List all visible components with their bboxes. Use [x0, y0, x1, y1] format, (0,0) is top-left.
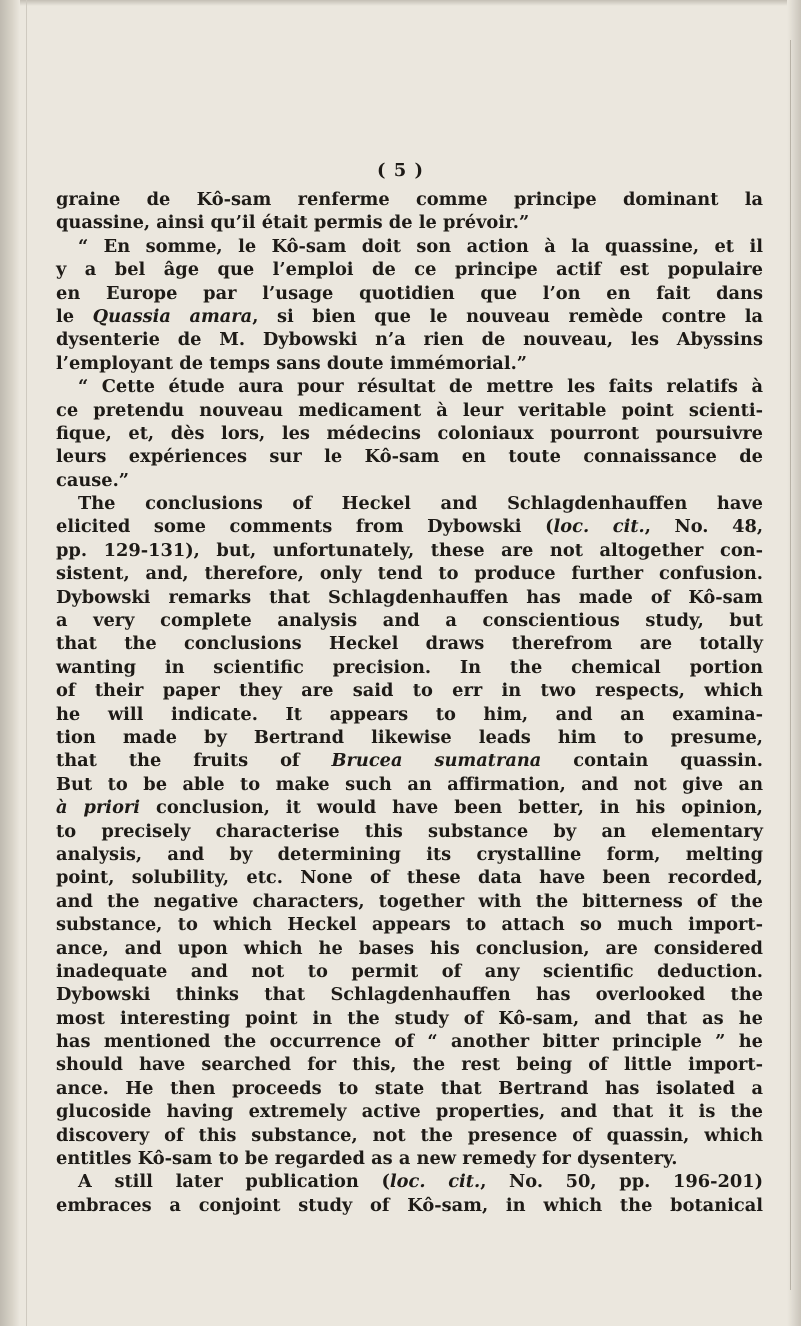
text-line	[56, 188, 763, 211]
text-run: leurs expériences sur le Kô-sam en toute connaissance de	[56, 446, 763, 468]
text-line	[56, 796, 763, 819]
text-run: conclusion, it would have been better, in his opinion,	[140, 797, 763, 819]
text-run: graine de Kô-sam renferme comme principe dominant la	[56, 189, 763, 210]
text-line	[56, 1147, 763, 1170]
text-run: , No. 48,	[644, 516, 764, 538]
text-line	[56, 890, 763, 913]
text-run: , No. 50, pp. 196-201)	[480, 1171, 764, 1193]
text-line	[56, 562, 763, 585]
italic-text: loc. cit.	[389, 1171, 481, 1193]
text-run: wanting in scientific precision. In the chemical portion	[56, 656, 763, 678]
text-run: elicited some comments from Dybowski (	[56, 516, 554, 538]
text-run: contain quassin.	[541, 750, 763, 772]
text-line	[56, 235, 763, 258]
text-line	[56, 632, 763, 655]
text-line	[56, 1007, 763, 1030]
text-run: Dybowski thinks that Schlagdenhauffen has overlooked the	[56, 984, 763, 1006]
text-line	[56, 726, 763, 749]
text-line	[56, 913, 763, 936]
scan-left-edge	[0, 0, 20, 1326]
text-line	[56, 352, 763, 375]
text-run: le	[56, 305, 93, 327]
text-run: a very complete analysis and a conscientious study, but	[56, 610, 763, 632]
text-line	[56, 492, 763, 515]
text-run: ance, and upon which he bases his conclusion, are considered	[56, 937, 763, 959]
text-run: A still later publication (	[78, 1171, 390, 1193]
text-run: discovery of this substance, not the presence of quassin, which	[56, 1124, 763, 1146]
text-line	[56, 749, 763, 772]
text-run: analysis, and by determining its crystalline form, melting	[56, 843, 763, 865]
scan-top-edge	[0, 0, 801, 6]
text-line	[56, 866, 763, 889]
text-run: y a bel âge que l’emploi de ce principe actif est populaire	[56, 259, 763, 281]
page-number: ( 5 )	[376, 160, 425, 181]
text-run: “ Cette étude aura pour résultat de mettre les faits relatifs à	[78, 376, 763, 398]
text-run: pp. 129-131), but, unfortunately, these are not altogether con-	[56, 539, 763, 561]
text-line	[56, 1100, 763, 1123]
text-run: But to be able to make such an affirmation, and not give an	[56, 773, 763, 795]
text-line	[56, 1030, 763, 1053]
text-run: sistent, and, therefore, only tend to produce further confusion.	[56, 563, 763, 585]
text-line	[56, 609, 763, 632]
italic-text: Brucea sumatrana	[331, 750, 542, 772]
text-run: he will indicate. It appears to him, and an examina-	[56, 703, 763, 725]
text-line	[56, 1077, 763, 1100]
italic-text: à priori	[56, 797, 141, 819]
text-line	[56, 656, 763, 679]
text-line	[56, 937, 763, 960]
text-run: and the negative characters, together with the bitterness of the	[56, 890, 763, 912]
text-run: dysenterie de M. Dybowski n’a rien de nouveau, les Abyssins	[56, 329, 763, 351]
text-run: inadequate and not to permit of any scientific deduction.	[56, 960, 763, 982]
text-line	[56, 1053, 763, 1076]
text-line	[56, 258, 763, 281]
text-run: embraces a conjoint study of Kô-sam, in which the botanical	[56, 1194, 763, 1216]
body-text	[56, 188, 763, 1217]
text-run: ce pretendu nouveau medicament à leur veritable point scienti-	[56, 399, 763, 421]
scan-gutter-line	[26, 0, 27, 1326]
text-run: fique, et, dès lors, les médecins coloniaux pourront poursuivre	[56, 422, 763, 444]
text-line	[56, 445, 763, 468]
text-run: , si bien que le nouveau remède contre la	[252, 305, 763, 327]
text-run: should have searched for this, the rest being of little import-	[56, 1054, 763, 1076]
text-run: cause.”	[56, 469, 130, 491]
text-run: quassine, ainsi qu’il était permis de le prévoir.”	[56, 212, 530, 234]
text-line	[56, 960, 763, 983]
text-line	[56, 399, 763, 422]
text-line	[56, 211, 763, 234]
text-line	[56, 1194, 763, 1217]
text-line	[56, 679, 763, 702]
text-line	[56, 703, 763, 726]
text-run: The conclusions of Heckel and Schlagdenhauffen have	[78, 493, 763, 515]
text-line	[56, 305, 763, 328]
text-line	[56, 375, 763, 398]
text-line	[56, 282, 763, 305]
text-run: “ En somme, le Kô-sam doit son action à la quassine, et il	[78, 235, 763, 257]
text-run: entitles Kô-sam to be regarded as a new remedy for dysentery.	[56, 1148, 678, 1170]
text-run: point, solubility, etc. None of these data have been recorded,	[56, 867, 763, 889]
text-run: of their paper they are said to err in two respects, which	[56, 680, 763, 702]
text-line	[56, 1170, 763, 1193]
text-line	[56, 983, 763, 1006]
text-line	[56, 469, 763, 492]
text-line	[56, 422, 763, 445]
text-run: to precisely characterise this substance by an elementary	[56, 820, 763, 842]
text-line	[56, 820, 763, 843]
text-line	[56, 515, 763, 538]
text-run: has mentioned the occurrence of “ another bitter principle ” he	[56, 1031, 763, 1053]
text-run: that the conclusions Heckel draws therefrom are totally	[56, 633, 763, 655]
text-line	[56, 539, 763, 562]
text-run: substance, to which Heckel appears to attach so much import-	[56, 914, 763, 936]
text-line	[56, 586, 763, 609]
text-run: glucoside having extremely active properties, and that it is the	[56, 1101, 763, 1123]
scan-right-line	[790, 40, 791, 1290]
text-line	[56, 843, 763, 866]
text-line	[56, 1124, 763, 1147]
text-line	[56, 773, 763, 796]
text-run: tion made by Bertrand likewise leads him to presume,	[56, 726, 763, 748]
text-run: en Europe par l’usage quotidien que l’on en fait dans	[56, 282, 763, 304]
italic-text: Quassia amara	[92, 305, 253, 327]
text-run: ance. He then proceeds to state that Bertrand has isolated a	[56, 1077, 763, 1099]
text-run: l’employant de temps sans doute immémorial.”	[56, 352, 528, 374]
text-run: most interesting point in the study of Kô-sam, and that as he	[56, 1007, 763, 1029]
text-run: Dybowski remarks that Schlagdenhauffen has made of Kô-sam	[56, 586, 763, 608]
text-run: that the fruits of	[56, 750, 332, 772]
italic-text: loc. cit.	[553, 516, 645, 538]
text-line	[56, 328, 763, 351]
